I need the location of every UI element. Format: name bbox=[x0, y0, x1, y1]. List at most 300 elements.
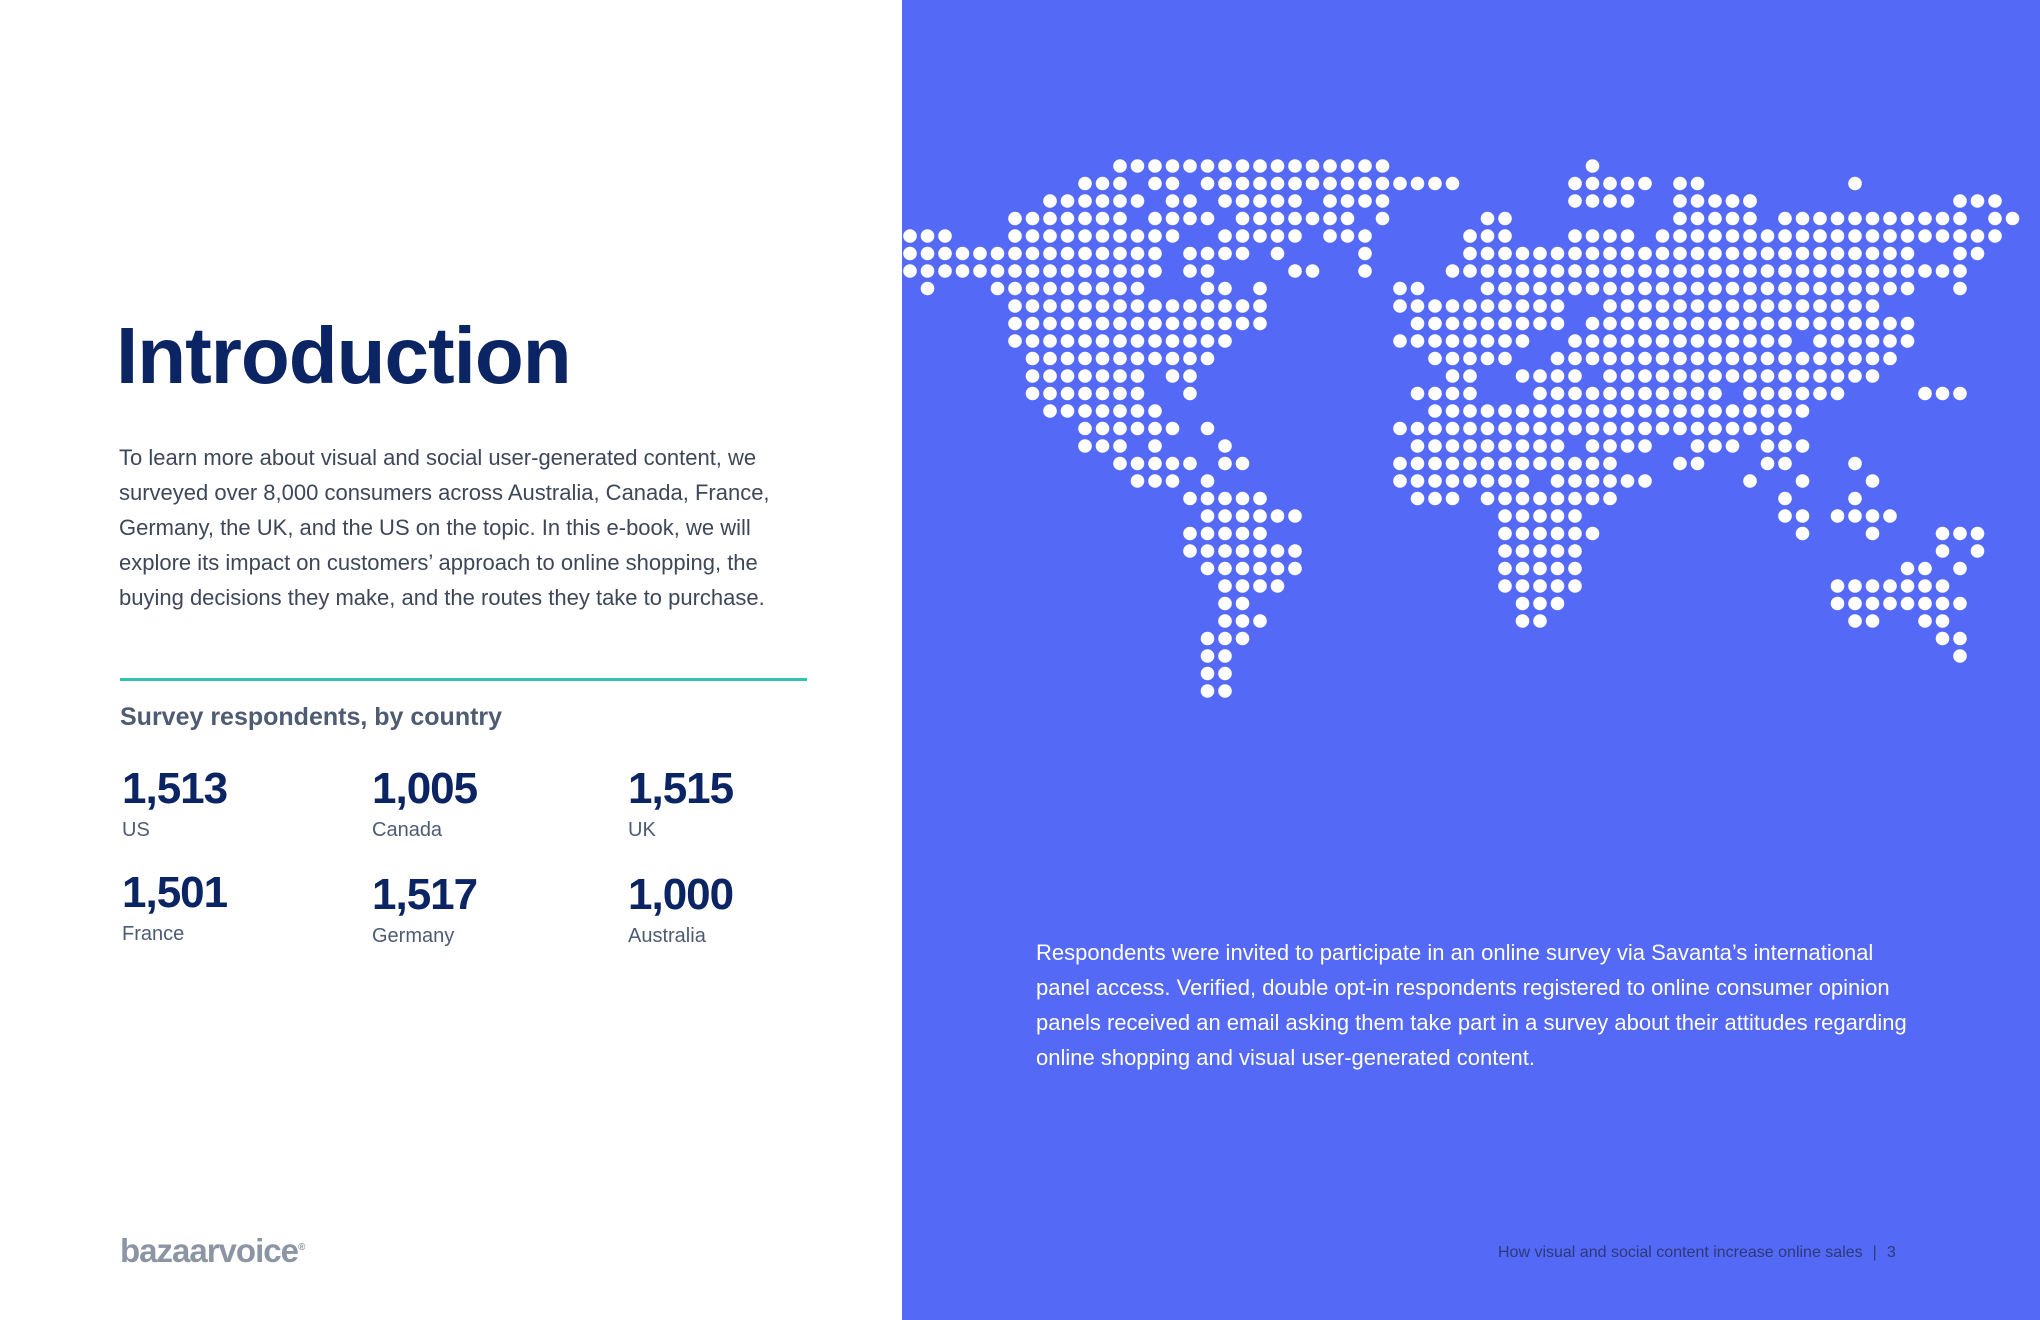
map-dot bbox=[1568, 264, 1582, 278]
map-dot bbox=[1236, 562, 1250, 576]
map-dot bbox=[1621, 387, 1635, 401]
map-dot bbox=[1323, 229, 1337, 243]
map-dot bbox=[1393, 282, 1407, 296]
map-dot bbox=[1568, 334, 1582, 348]
map-dot bbox=[1428, 299, 1442, 313]
map-dot bbox=[1831, 352, 1845, 366]
map-dot bbox=[1166, 474, 1180, 488]
map-dot bbox=[1551, 282, 1565, 296]
map-dot bbox=[1586, 474, 1600, 488]
map-dot bbox=[1393, 422, 1407, 436]
map-dot bbox=[1831, 299, 1845, 313]
map-dot bbox=[1586, 404, 1600, 418]
map-dot bbox=[1113, 177, 1127, 191]
map-dot bbox=[1901, 212, 1915, 226]
map-dot bbox=[1463, 404, 1477, 418]
map-dot bbox=[1078, 334, 1092, 348]
map-dot bbox=[1498, 264, 1512, 278]
map-dot bbox=[1708, 404, 1722, 418]
map-dot bbox=[1306, 212, 1320, 226]
map-dot bbox=[1551, 492, 1565, 506]
map-dot bbox=[1341, 194, 1355, 208]
map-dot bbox=[1726, 317, 1740, 331]
map-dot bbox=[1516, 282, 1530, 296]
map-dot bbox=[1131, 299, 1145, 313]
map-dot bbox=[1918, 562, 1932, 576]
map-dot bbox=[1971, 229, 1985, 243]
map-dot bbox=[1796, 352, 1810, 366]
map-dot bbox=[921, 282, 935, 296]
map-dot bbox=[1726, 264, 1740, 278]
map-dot bbox=[1183, 492, 1197, 506]
map-dot bbox=[1551, 597, 1565, 611]
map-dot bbox=[1096, 404, 1110, 418]
map-dot bbox=[1568, 509, 1582, 523]
map-dot bbox=[1411, 282, 1425, 296]
map-dot bbox=[1761, 369, 1775, 383]
map-dot bbox=[1761, 352, 1775, 366]
map-dot bbox=[1761, 387, 1775, 401]
map-dot bbox=[1761, 457, 1775, 471]
map-dot bbox=[1708, 334, 1722, 348]
map-dot bbox=[1621, 369, 1635, 383]
map-dot bbox=[1673, 404, 1687, 418]
map-dot bbox=[1726, 212, 1740, 226]
map-dot bbox=[1656, 334, 1670, 348]
map-dot bbox=[1533, 614, 1547, 628]
map-dot bbox=[1533, 387, 1547, 401]
map-dot bbox=[1166, 299, 1180, 313]
map-dot bbox=[1638, 282, 1652, 296]
map-dot bbox=[1673, 282, 1687, 296]
map-dot bbox=[1428, 474, 1442, 488]
map-dot bbox=[1953, 194, 1967, 208]
map-dot bbox=[1393, 334, 1407, 348]
map-dot bbox=[1708, 229, 1722, 243]
map-dot bbox=[1936, 544, 1950, 558]
map-dot bbox=[1586, 334, 1600, 348]
map-dot bbox=[1901, 264, 1915, 278]
map-dot bbox=[1638, 177, 1652, 191]
map-dot bbox=[1673, 334, 1687, 348]
map-dot bbox=[1043, 299, 1057, 313]
map-dot bbox=[1831, 264, 1845, 278]
map-dot bbox=[1586, 439, 1600, 453]
map-dot bbox=[1691, 247, 1705, 261]
map-dot bbox=[1533, 457, 1547, 471]
map-dot bbox=[1551, 369, 1565, 383]
stat-value: 1,501 bbox=[122, 868, 228, 917]
map-dot bbox=[1551, 474, 1565, 488]
map-dot bbox=[1358, 264, 1372, 278]
map-dot bbox=[903, 264, 917, 278]
map-dot bbox=[1866, 334, 1880, 348]
map-dot bbox=[1201, 562, 1215, 576]
map-dot bbox=[1253, 317, 1267, 331]
map-dot bbox=[1043, 334, 1057, 348]
map-dot bbox=[1026, 317, 1040, 331]
map-dot bbox=[1761, 317, 1775, 331]
map-dot bbox=[1568, 369, 1582, 383]
map-dot bbox=[1446, 369, 1460, 383]
map-dot bbox=[1743, 299, 1757, 313]
map-dot bbox=[1551, 509, 1565, 523]
map-dot bbox=[1148, 334, 1162, 348]
map-dot bbox=[1078, 404, 1092, 418]
map-dot bbox=[1358, 229, 1372, 243]
map-dot bbox=[1218, 457, 1232, 471]
map-dot bbox=[1201, 527, 1215, 541]
map-dot bbox=[1708, 369, 1722, 383]
map-dot bbox=[1953, 387, 1967, 401]
map-dot bbox=[1691, 229, 1705, 243]
map-dot bbox=[1113, 194, 1127, 208]
map-dot bbox=[1218, 177, 1232, 191]
map-dot bbox=[1481, 439, 1495, 453]
map-dot bbox=[1551, 264, 1565, 278]
map-dot bbox=[1796, 404, 1810, 418]
map-dot bbox=[1848, 334, 1862, 348]
map-dot bbox=[1568, 282, 1582, 296]
map-dot bbox=[1796, 387, 1810, 401]
map-dot bbox=[1866, 527, 1880, 541]
map-dot bbox=[1043, 194, 1057, 208]
map-dot bbox=[1201, 317, 1215, 331]
map-dot bbox=[1621, 317, 1635, 331]
map-dot bbox=[1393, 299, 1407, 313]
stat-value: 1,000 bbox=[628, 870, 734, 919]
map-dot bbox=[1148, 474, 1162, 488]
map-dot bbox=[1026, 387, 1040, 401]
map-dot bbox=[1148, 264, 1162, 278]
map-dot bbox=[1936, 527, 1950, 541]
map-dot bbox=[1743, 229, 1757, 243]
map-dot bbox=[1113, 247, 1127, 261]
map-dot bbox=[1253, 194, 1267, 208]
map-dot bbox=[1813, 352, 1827, 366]
map-dot bbox=[1551, 352, 1565, 366]
map-dot bbox=[1936, 579, 1950, 593]
map-dot bbox=[1813, 387, 1827, 401]
map-dot bbox=[1761, 299, 1775, 313]
map-dot bbox=[1831, 229, 1845, 243]
map-dot bbox=[1498, 457, 1512, 471]
map-dot bbox=[1166, 317, 1180, 331]
map-dot bbox=[1288, 194, 1302, 208]
map-dot bbox=[1586, 352, 1600, 366]
map-dot bbox=[1481, 422, 1495, 436]
map-dot bbox=[1253, 299, 1267, 313]
map-dot bbox=[1236, 212, 1250, 226]
map-dot bbox=[1113, 334, 1127, 348]
map-dot bbox=[1096, 352, 1110, 366]
map-dot bbox=[991, 247, 1005, 261]
map-dot bbox=[1008, 264, 1022, 278]
map-dot bbox=[1096, 194, 1110, 208]
map-dot bbox=[1078, 177, 1092, 191]
map-dot bbox=[1586, 422, 1600, 436]
map-dot bbox=[1131, 457, 1145, 471]
map-dot bbox=[1463, 317, 1477, 331]
map-dot bbox=[1481, 334, 1495, 348]
map-dot bbox=[1813, 334, 1827, 348]
map-dot bbox=[1568, 579, 1582, 593]
map-dot bbox=[1236, 492, 1250, 506]
page-footer bbox=[1498, 1244, 1896, 1262]
map-dot bbox=[1113, 299, 1127, 313]
map-dot bbox=[1761, 334, 1775, 348]
map-dot bbox=[1533, 509, 1547, 523]
logo-text: bazaarvoice bbox=[120, 1232, 298, 1269]
map-dot bbox=[1848, 369, 1862, 383]
map-dot bbox=[1638, 264, 1652, 278]
map-dot bbox=[1271, 212, 1285, 226]
map-dot bbox=[1743, 212, 1757, 226]
map-dot bbox=[1918, 614, 1932, 628]
map-dot bbox=[1516, 509, 1530, 523]
map-dot bbox=[1323, 194, 1337, 208]
map-dot bbox=[1096, 229, 1110, 243]
map-dot bbox=[1656, 247, 1670, 261]
map-dot bbox=[1866, 597, 1880, 611]
map-dot bbox=[1743, 352, 1757, 366]
map-dot bbox=[1551, 404, 1565, 418]
map-dot bbox=[1988, 212, 2002, 226]
map-dot bbox=[1813, 369, 1827, 383]
map-dot bbox=[1096, 247, 1110, 261]
map-dot bbox=[1218, 299, 1232, 313]
map-dot bbox=[1831, 369, 1845, 383]
map-dot bbox=[1603, 282, 1617, 296]
map-dot bbox=[1096, 264, 1110, 278]
map-dot bbox=[1253, 579, 1267, 593]
map-dot bbox=[1656, 299, 1670, 313]
map-dot bbox=[1463, 474, 1477, 488]
map-dot bbox=[1236, 457, 1250, 471]
map-dot bbox=[1866, 247, 1880, 261]
map-dot bbox=[1078, 299, 1092, 313]
map-dot bbox=[2006, 212, 2020, 226]
map-dot bbox=[1026, 352, 1040, 366]
map-dot bbox=[1778, 352, 1792, 366]
map-dot bbox=[1778, 439, 1792, 453]
map-dot bbox=[1866, 212, 1880, 226]
map-dot bbox=[1901, 579, 1915, 593]
map-dot bbox=[1236, 317, 1250, 331]
map-dot bbox=[1498, 282, 1512, 296]
map-dot bbox=[1236, 527, 1250, 541]
map-dot bbox=[1481, 404, 1495, 418]
map-dot bbox=[1463, 247, 1477, 261]
map-dot bbox=[1061, 282, 1075, 296]
map-dot bbox=[1148, 317, 1162, 331]
map-dot bbox=[1708, 422, 1722, 436]
map-dot bbox=[1481, 282, 1495, 296]
map-dot bbox=[1621, 352, 1635, 366]
map-dot bbox=[1901, 317, 1915, 331]
map-dot bbox=[1201, 684, 1215, 698]
map-dot bbox=[1638, 369, 1652, 383]
map-dot bbox=[1166, 229, 1180, 243]
section-divider bbox=[120, 678, 807, 681]
map-dot bbox=[1708, 387, 1722, 401]
map-dot bbox=[1848, 509, 1862, 523]
map-dot bbox=[1498, 352, 1512, 366]
map-dot bbox=[1236, 597, 1250, 611]
map-dot bbox=[1078, 439, 1092, 453]
map-dot bbox=[1113, 457, 1127, 471]
map-dot bbox=[1533, 247, 1547, 261]
map-dot bbox=[1393, 474, 1407, 488]
survey-heading: Survey respondents, by country bbox=[120, 703, 503, 731]
map-dot bbox=[1568, 387, 1582, 401]
map-dot bbox=[1516, 439, 1530, 453]
map-dot bbox=[1726, 352, 1740, 366]
map-dot bbox=[1796, 439, 1810, 453]
map-dot bbox=[1463, 352, 1477, 366]
map-dot bbox=[1446, 317, 1460, 331]
map-dot bbox=[956, 264, 970, 278]
map-dot bbox=[1218, 544, 1232, 558]
map-dot bbox=[1026, 299, 1040, 313]
map-dot bbox=[1201, 334, 1215, 348]
map-dot bbox=[1761, 264, 1775, 278]
map-dot bbox=[1638, 352, 1652, 366]
map-dot bbox=[1516, 544, 1530, 558]
map-dot bbox=[1586, 282, 1600, 296]
map-dot bbox=[1953, 212, 1967, 226]
map-dot bbox=[1008, 282, 1022, 296]
map-dot bbox=[1428, 492, 1442, 506]
map-dot bbox=[1236, 299, 1250, 313]
stat-uk bbox=[628, 763, 733, 842]
map-dot bbox=[1183, 334, 1197, 348]
map-dot bbox=[1131, 264, 1145, 278]
map-dot bbox=[1376, 177, 1390, 191]
map-dot bbox=[1183, 159, 1197, 173]
map-dot bbox=[1148, 352, 1162, 366]
map-dot bbox=[921, 247, 935, 261]
map-dot bbox=[1568, 229, 1582, 243]
map-dot bbox=[1481, 352, 1495, 366]
map-dot bbox=[1411, 387, 1425, 401]
map-dot bbox=[1568, 544, 1582, 558]
map-dot bbox=[1883, 509, 1897, 523]
map-dot bbox=[1866, 264, 1880, 278]
map-dot bbox=[1253, 212, 1267, 226]
map-dot bbox=[1078, 264, 1092, 278]
map-dot bbox=[1621, 422, 1635, 436]
map-dot bbox=[1691, 334, 1705, 348]
map-dot bbox=[1831, 212, 1845, 226]
map-dot bbox=[1463, 369, 1477, 383]
map-dot bbox=[1498, 299, 1512, 313]
map-dot bbox=[1796, 229, 1810, 243]
map-dot bbox=[1848, 317, 1862, 331]
map-dot bbox=[1481, 474, 1495, 488]
map-dot bbox=[1201, 282, 1215, 296]
map-dot bbox=[938, 229, 952, 243]
map-dot bbox=[1708, 282, 1722, 296]
map-dot bbox=[1271, 194, 1285, 208]
map-dot bbox=[1428, 177, 1442, 191]
stat-value: 1,005 bbox=[372, 764, 478, 813]
map-dot bbox=[1096, 282, 1110, 296]
map-dot bbox=[1848, 229, 1862, 243]
map-dot bbox=[1043, 282, 1057, 296]
map-dot bbox=[1761, 247, 1775, 261]
map-dot bbox=[1271, 177, 1285, 191]
map-dot bbox=[1778, 229, 1792, 243]
map-dot bbox=[1131, 282, 1145, 296]
map-dot bbox=[1918, 212, 1932, 226]
map-dot bbox=[1936, 614, 1950, 628]
stat-value: 1,515 bbox=[628, 764, 734, 813]
map-dot bbox=[1533, 439, 1547, 453]
map-dot bbox=[1953, 562, 1967, 576]
map-dot bbox=[1586, 177, 1600, 191]
map-dot bbox=[973, 264, 987, 278]
map-dot bbox=[1516, 369, 1530, 383]
map-dot bbox=[1148, 457, 1162, 471]
map-dot bbox=[1621, 247, 1635, 261]
map-dot bbox=[1673, 369, 1687, 383]
map-dot bbox=[1131, 229, 1145, 243]
map-dot bbox=[1988, 194, 2002, 208]
map-dot bbox=[1411, 317, 1425, 331]
map-dot bbox=[1848, 299, 1862, 313]
map-dot bbox=[1183, 352, 1197, 366]
map-dot bbox=[1008, 212, 1022, 226]
map-dot bbox=[1026, 212, 1040, 226]
map-dot bbox=[1166, 177, 1180, 191]
map-dot bbox=[1603, 264, 1617, 278]
map-dot bbox=[1201, 492, 1215, 506]
map-dot bbox=[1271, 544, 1285, 558]
map-dot bbox=[1201, 299, 1215, 313]
map-dot bbox=[1866, 579, 1880, 593]
map-dot bbox=[1481, 229, 1495, 243]
map-dot bbox=[1726, 299, 1740, 313]
map-dot bbox=[1078, 369, 1092, 383]
map-dot bbox=[1148, 229, 1162, 243]
map-dot bbox=[1498, 562, 1512, 576]
map-dot bbox=[1481, 299, 1495, 313]
map-dot bbox=[921, 264, 935, 278]
map-dot bbox=[1323, 212, 1337, 226]
map-dot bbox=[1586, 387, 1600, 401]
map-dot bbox=[1673, 299, 1687, 313]
map-dot bbox=[1586, 194, 1600, 208]
map-dot bbox=[1551, 527, 1565, 541]
map-dot bbox=[1201, 212, 1215, 226]
map-dot bbox=[1288, 159, 1302, 173]
map-dot bbox=[921, 229, 935, 243]
map-dot bbox=[1271, 579, 1285, 593]
map-dot bbox=[1428, 334, 1442, 348]
map-dot bbox=[1096, 177, 1110, 191]
map-dot bbox=[1113, 387, 1127, 401]
map-dot bbox=[1638, 422, 1652, 436]
map-dot bbox=[1586, 159, 1600, 173]
map-dot bbox=[1411, 474, 1425, 488]
map-dot bbox=[1726, 334, 1740, 348]
map-dot bbox=[1201, 247, 1215, 261]
map-dot bbox=[1516, 457, 1530, 471]
map-dot bbox=[1271, 229, 1285, 243]
map-dot bbox=[1551, 439, 1565, 453]
map-dot bbox=[1813, 299, 1827, 313]
